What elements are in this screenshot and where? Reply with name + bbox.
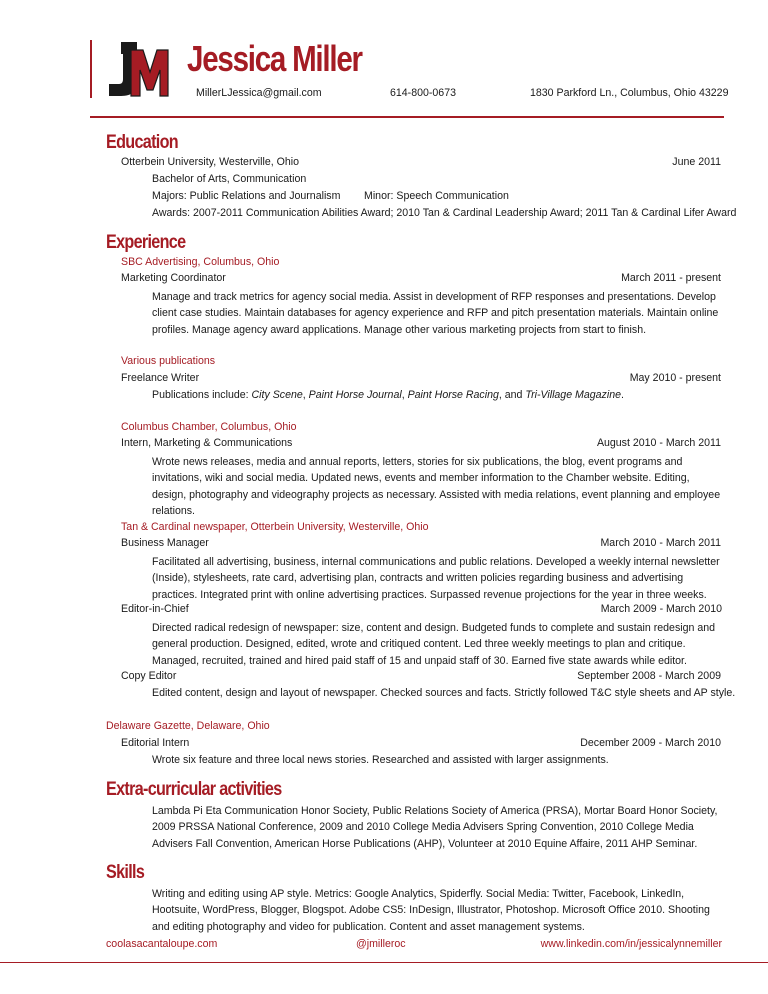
education-awards: Awards: 2007-2011 Communication Abilities Award; 2010 Tan & Cardinal Leadership Award; 2011 Tan & Cardinal Lifer Award	[152, 207, 737, 219]
job-date: March 2009 - March 2010	[600, 603, 722, 615]
footer-linkedin-link[interactable]: www.linkedin.com/in/jessicalynnemiller	[540, 938, 722, 950]
job-date: March 2011 - present	[621, 272, 721, 284]
job-title: Editorial Intern	[121, 737, 190, 749]
footer-rule	[0, 962, 768, 963]
job-date: March 2010 - March 2011	[600, 537, 721, 549]
footer-twitter-link[interactable]: @jmilleroc	[356, 938, 406, 950]
job-description: Facilitated all advertising, business, internal communications and public relations. Developed a weekly internal newsletter (Inside), stylesheets, rate card, advertising plan, contracts and written policies regarding business and advertising practices. Integrated print with online advertising practices. Surpassed revenue projections for the year in three weeks.	[152, 556, 720, 601]
address-text: 1830 Parkford Ln., Columbus, Ohio 43229	[530, 87, 729, 99]
education-date: June 2011	[672, 156, 721, 168]
education-majors: Majors: Public Relations and Journalism	[152, 190, 341, 202]
section-heading-education: Education	[106, 132, 178, 153]
employer-tan-cardinal: Tan & Cardinal newspaper, Otterbein University, Westerville, Ohio	[121, 521, 429, 533]
publication-name: Paint Horse Racing	[407, 389, 499, 401]
job-title: Marketing Coordinator	[121, 272, 226, 284]
separator: , and	[498, 389, 526, 401]
education-minor: Minor: Speech Communication	[364, 190, 509, 202]
education-degree: Bachelor of Arts, Communication	[152, 173, 307, 185]
job-description: Wrote six feature and three local news stories. Researched and assisted with larger assignments.	[152, 754, 609, 766]
section-heading-extracurricular: Extra-curricular activities	[106, 779, 282, 800]
job-title: Freelance Writer	[121, 372, 200, 384]
publication-name: Tri-Village Magazine	[525, 389, 621, 401]
email-text: MillerLJessica@gmail.com	[196, 87, 322, 99]
publication-name: Paint Horse Journal	[308, 389, 402, 401]
job-title: Business Manager	[121, 537, 209, 549]
employer-freelance: Various publications	[121, 355, 216, 367]
jm-monogram-logo	[107, 40, 169, 98]
job-description: Edited content, design and layout of newspaper. Checked sources and facts. Strictly followed T&C style sheets and AP style.	[152, 687, 736, 699]
header-vertical-rule	[90, 40, 92, 98]
job-title: Editor-in-Chief	[121, 603, 189, 615]
job-date: December 2009 - March 2010	[580, 737, 721, 749]
employer-sbc: SBC Advertising, Columbus, Ohio	[121, 256, 280, 268]
job-description: Wrote news releases, media and annual reports, letters, stories for six publications, the blog, event programs and invitations, wiki and social media. Updated news, events and member information to the Chamber website. Editing, design, photography and videography projects as necessary. Assisted with media relations, event planning and employee relations.	[152, 456, 721, 518]
job-description: Directed radical redesign of newspaper: size, content and design. Budgeted funds to complete and sustain redesign and general production. Designed, edited, wrote and critiqued content. Led three weekly meetings to plan and critique. Managed, recruited, trained and hired paid staff of 15 and unpaid staff of 30. Earned five state awards while editor.	[152, 622, 716, 667]
publications-prefix: Publications include:	[152, 389, 252, 401]
job-description	[152, 389, 624, 401]
job-date: September 2008 - March 2009	[577, 670, 721, 682]
extracurricular-description: Lambda Pi Eta Communication Honor Society, Public Relations Society of America (PRSA), Mortar Board Honor Society, 2009 PRSSA National Conference, 2009 and 2010 College Media Advisers Spring Convention, 2010 College Media Advisers Fall Convention, American Horse Publications (AHP), Volunteer at 2010 Equine Affaire, 2011 AHP Seminar.	[152, 805, 718, 850]
separator: ,	[401, 389, 408, 401]
section-heading-experience: Experience	[106, 232, 186, 253]
education-school: Otterbein University, Westerville, Ohio	[121, 156, 299, 168]
skills-description: Writing and editing using AP style. Metrics: Google Analytics, Spiderfly. Social Media: Twitter, Facebook, LinkedIn, Hootsuite, WordPress, Blogger, Blogspot. Adobe CS5: InDesign, Illustrator, Photoshop. Microsoft Office 2010. Shooting and editing photography and video for publication. Content and asset management systems.	[152, 888, 710, 933]
candidate-name: Jessica Miller	[187, 38, 362, 79]
employer-gazette: Delaware Gazette, Delaware, Ohio	[106, 720, 270, 732]
job-title: Intern, Marketing & Communications	[121, 437, 293, 449]
employer-chamber: Columbus Chamber, Columbus, Ohio	[121, 421, 297, 433]
job-date: May 2010 - present	[629, 372, 721, 384]
separator: ,	[302, 389, 309, 401]
phone-text: 614-800-0673	[390, 87, 456, 99]
footer-website-link[interactable]: coolasacantaloupe.com	[106, 938, 218, 950]
job-date: August 2010 - March 2011	[596, 437, 721, 449]
separator: .	[620, 389, 624, 401]
job-description: Manage and track metrics for agency social media. Assist in development of RFP responses and presentations. Develop client case studies. Maintain databases for agency experience and RFP and pitch presentation materials. Maintain online profiles. Manage agency award applications. Manage other various marketing projects from start to finish.	[152, 291, 719, 336]
job-title: Copy Editor	[121, 670, 177, 682]
header-horizontal-rule	[90, 116, 724, 118]
section-heading-skills: Skills	[106, 862, 145, 883]
publication-name: City Scene	[251, 389, 303, 401]
